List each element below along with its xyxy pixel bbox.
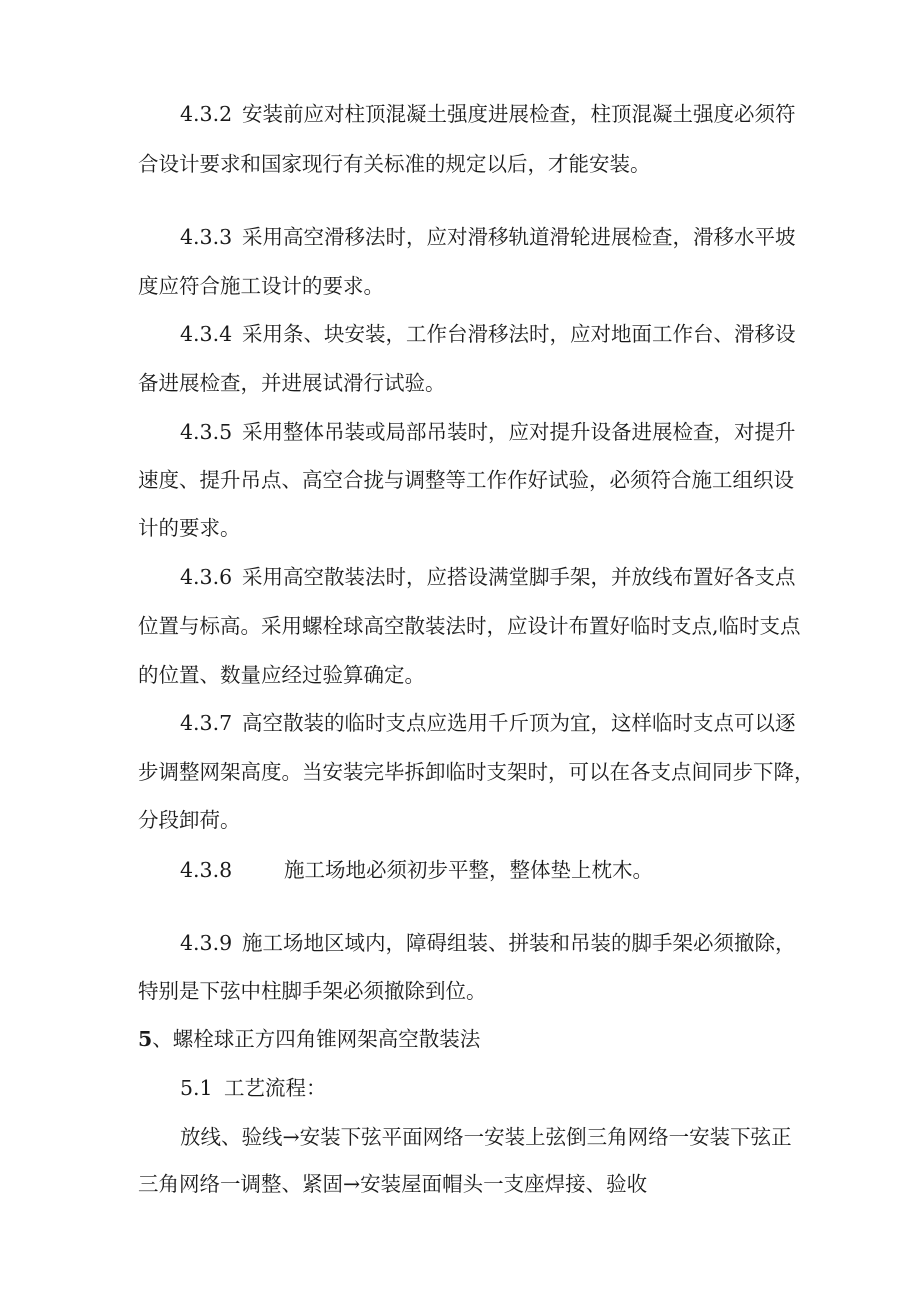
- clause-text: 采用高空散装法时，应搭设满堂脚手架，并放线布置好各支点: [242, 565, 796, 589]
- clause-4-3-6-line-1: [180, 563, 796, 591]
- clause-4-3-6-line-2: 位置与标高。采用螺栓球高空散装法时，应设计布置好临时支点,临时支点: [138, 614, 801, 638]
- clause-4-3-9-line-1: [180, 929, 796, 957]
- clause-4-3-8-line-1: [180, 856, 653, 884]
- section-5-heading: [138, 1025, 480, 1053]
- clause-4-3-7-line-1: [180, 709, 796, 737]
- clause-text: 采用高空滑移法时，应对滑移轨道滑轮进展检查，滑移水平坡: [242, 225, 796, 249]
- clause-4-3-2-line-1: [180, 100, 796, 128]
- clause-number: 4.3.3: [180, 225, 233, 249]
- clause-text: 施工场地区域内，障碍组装、拼装和吊装的脚手架必须撤除，: [242, 931, 796, 955]
- section-title: 、螺栓球正方四角锥网架高空散装法: [152, 1027, 481, 1051]
- clause-number: 4.3.8: [180, 858, 233, 882]
- clause-4-3-9-line-2: 特别是下弦中柱脚手架必须撤除到位。: [138, 979, 487, 1003]
- clause-text: 采用条、块安装，工作台滑移法时，应对地面工作台、滑移设: [242, 322, 796, 346]
- clause-4-3-6-line-3: 的位置、数量应经过验算确定。: [138, 663, 425, 687]
- clause-4-3-4-line-1: [180, 320, 796, 348]
- clause-text: 采用整体吊装或局部吊装时，应对提升设备进展检查，对提升: [242, 420, 796, 444]
- clause-number: 4.3.9: [180, 931, 233, 955]
- clause-number: 4.3.7: [180, 711, 233, 735]
- clause-4-3-3-line-1: [180, 223, 796, 251]
- section-number: 5: [138, 1027, 153, 1051]
- clause-text: 高空散装的临时支点应选用千斤顶为宜，这样临时支点可以逐: [242, 711, 796, 735]
- subsection-5-1-heading: [180, 1074, 327, 1102]
- clause-4-3-5-line-1: [180, 418, 796, 446]
- clause-4-3-4-line-2: 备进展检查，并进展试滑行试验。: [138, 371, 446, 395]
- clause-number: 4.3.4: [180, 322, 233, 346]
- clause-4-3-2-line-2: 合设计要求和国家现行有关标准的规定以后，才能安装。: [138, 152, 651, 176]
- clause-4-3-3-line-2: 度应符合施工设计的要求。: [138, 274, 384, 298]
- clause-4-3-5-line-3: 计的要求。: [138, 516, 241, 540]
- clause-text: 施工场地必须初步平整，整体垫上枕木。: [284, 858, 653, 882]
- clause-text: 安装前应对柱顶混凝土强度进展检查，柱顶混凝土强度必须符: [242, 102, 796, 126]
- subsection-title: 工艺流程：: [224, 1076, 327, 1100]
- subsection-number: 5.1: [180, 1076, 213, 1100]
- process-flow-line-1: 放线、验线→安装下弦平面网络一安装上弦倒三角网络一安装下弦正: [180, 1125, 792, 1149]
- clause-4-3-7-line-2: 步调整网架高度。当安装完毕拆卸临时支架时，可以在各支点间同步下降，: [138, 760, 815, 784]
- clause-number: 4.3.2: [180, 102, 233, 126]
- process-flow-line-2: 三角网络一调整、紧固→安装屋面帽头一支座焊接、验收: [138, 1172, 648, 1196]
- clause-number: 4.3.6: [180, 565, 233, 589]
- clause-4-3-5-line-2: 速度、提升吊点、高空合拢与调整等工作作好试验，必须符合施工组织设: [138, 468, 794, 492]
- clause-number: 4.3.5: [180, 420, 233, 444]
- clause-4-3-7-line-3: 分段卸荷。: [138, 808, 241, 832]
